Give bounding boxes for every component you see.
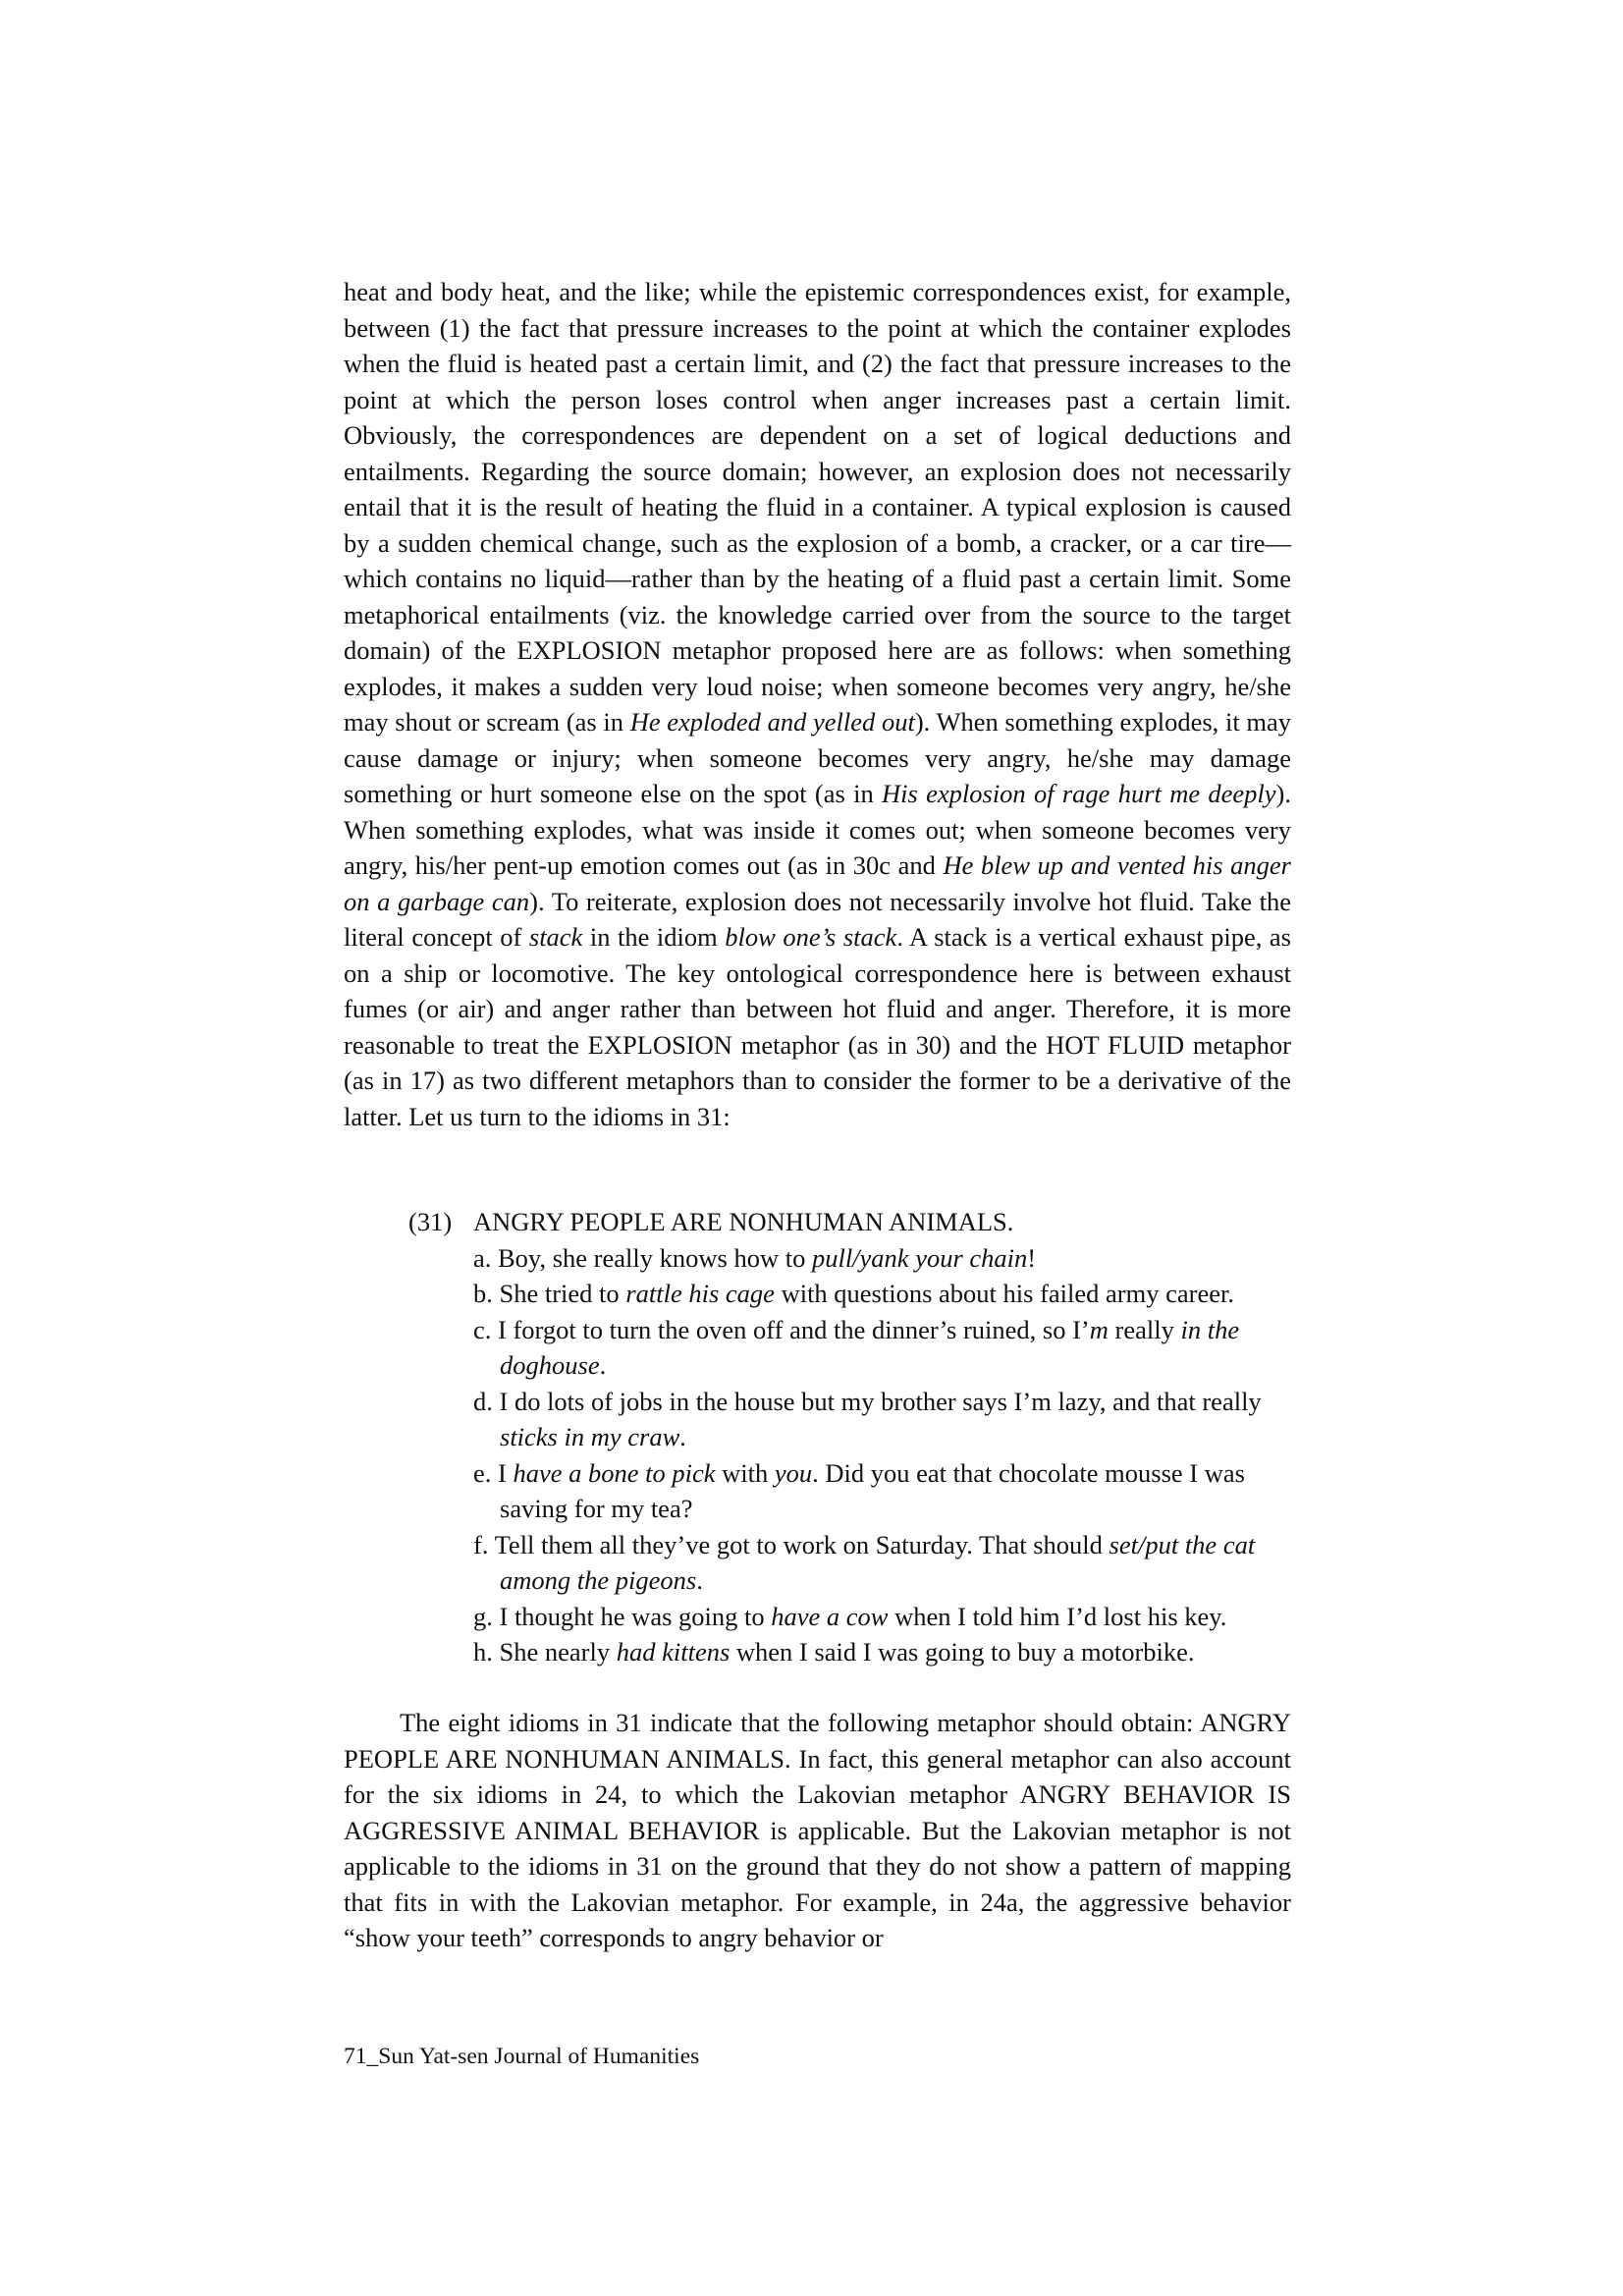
text-run: ). When something explodes, what was inside it comes out; when someone becomes very angry, his/her pent-up emotion comes out (as in 30c and bbox=[344, 779, 1291, 880]
example-item: d. I do lots of jobs in the house but my brother says I’m lazy, and that really sticks in my craw. bbox=[473, 1386, 1262, 1451]
text-run: ). To reiterate, explosion does not necessarily involve hot fluid. Take the literal concept of bbox=[344, 886, 1291, 952]
text-run: in the idiom bbox=[582, 922, 726, 952]
example-item: c. I forgot to turn the oven off and the dinner’s ruined, so I’m really in the doghouse. bbox=[473, 1314, 1240, 1380]
example-title: ANGRY PEOPLE ARE NONHUMAN ANIMALS. bbox=[473, 1207, 1014, 1236]
example-item: h. She nearly had kittens when I said I was going to buy a motorbike. bbox=[473, 1637, 1195, 1667]
body-paragraph bbox=[344, 1705, 1291, 1956]
page bbox=[344, 0, 1291, 2296]
text-run: heat and body heat, and the like; while the epistemic correspondences exist, for example, between (1) the fact that pressure increases to the point at which the container explodes when the fluid is heated past a certain limit, and (2) the fact that pressure increases to the point at which the person loses control when anger increases past a certain limit. Obviously, the correspondences are dependent on a set of logical deductions and entailments. Regarding the source domain; however, an explosion does not necessarily entail that it is the result of heating the fluid in a container. A typical explosion is caused by a sudden chemical change, such as the explosion of a bomb, a cracker, or a car tire—which contains no liquid—rather than by the heating of a fluid past a certain limit. Some metaphorical entailments (viz. the knowledge carried over from the source to the target domain) of the EXPLOSION metaphor proposed here are as follows: when something explodes, it makes a sudden very loud noise; when someone becomes very angry, he/she may shout or scream (as in bbox=[344, 277, 1291, 737]
example-item: e. I have a bone to pick with you. Did you eat that chocolate mousse I was saving for my tea? bbox=[473, 1457, 1245, 1523]
text-run: . A stack is a vertical exhaust pipe, as on a ship or locomotive. The key ontological correspondence here is between exhaust fumes (or air) and anger rather than between hot fluid and anger. Therefore, it is more reasonable to treat the EXPLOSION metaphor (as in 30) and the HOT FLUID metaphor (as in 17) as two different metaphors than to consider the former to be a derivative of the latter. Let us turn to the idioms in 31: bbox=[344, 922, 1291, 1131]
example-item: b. She tried to rattle his cage with questions about his failed army career. bbox=[473, 1279, 1234, 1308]
italic-example: His explosion of rage hurt me deeply bbox=[882, 779, 1276, 808]
example-item: f. Tell them all they’ve got to work on Saturday. That should set/put the cat among the pigeons. bbox=[473, 1529, 1256, 1595]
body-paragraph bbox=[344, 274, 1291, 1134]
example-list bbox=[473, 1240, 1291, 1670]
italic-example: He blew up and vented his anger on a garbage can bbox=[344, 850, 1291, 916]
example-item: a. Boy, she really knows how to pull/yank your chain! bbox=[473, 1242, 1037, 1273]
example-heading bbox=[408, 1204, 1013, 1240]
italic-example: He exploded and yelled out bbox=[629, 707, 915, 737]
example-number: (31) bbox=[408, 1207, 453, 1236]
italic-idiom: blow one’s stack bbox=[725, 922, 897, 952]
italic-term: stack bbox=[528, 922, 583, 952]
example-item: g. I thought he was going to have a cow when I told him I’d lost his key. bbox=[473, 1601, 1227, 1631]
page-footer: 71_Sun Yat-sen Journal of Humanities bbox=[344, 2044, 700, 2069]
text-run: The eight idioms in 31 indicate that the following metaphor should obtain: ANGRY PEOPLE ARE NONHUMAN ANIMALS. In fact, this general metaphor can also account for the six idioms in 24, to which the Lakovian metaphor ANGRY BEHAVIOR IS AGGRESSIVE ANIMAL BEHAVIOR is applicable. But the Lakovian metaphor is not applicable to the idioms in 31 on the ground that they do not show a pattern of mapping that fits in with the Lakovian metaphor. For example, in 24a, the aggressive behavior “show your teeth” corresponds to angry behavior or bbox=[344, 1708, 1291, 1952]
text-run: ). When something explodes, it may cause damage or injury; when someone becomes very angry, he/she may damage something or hurt someone else on the spot (as in bbox=[344, 707, 1291, 808]
